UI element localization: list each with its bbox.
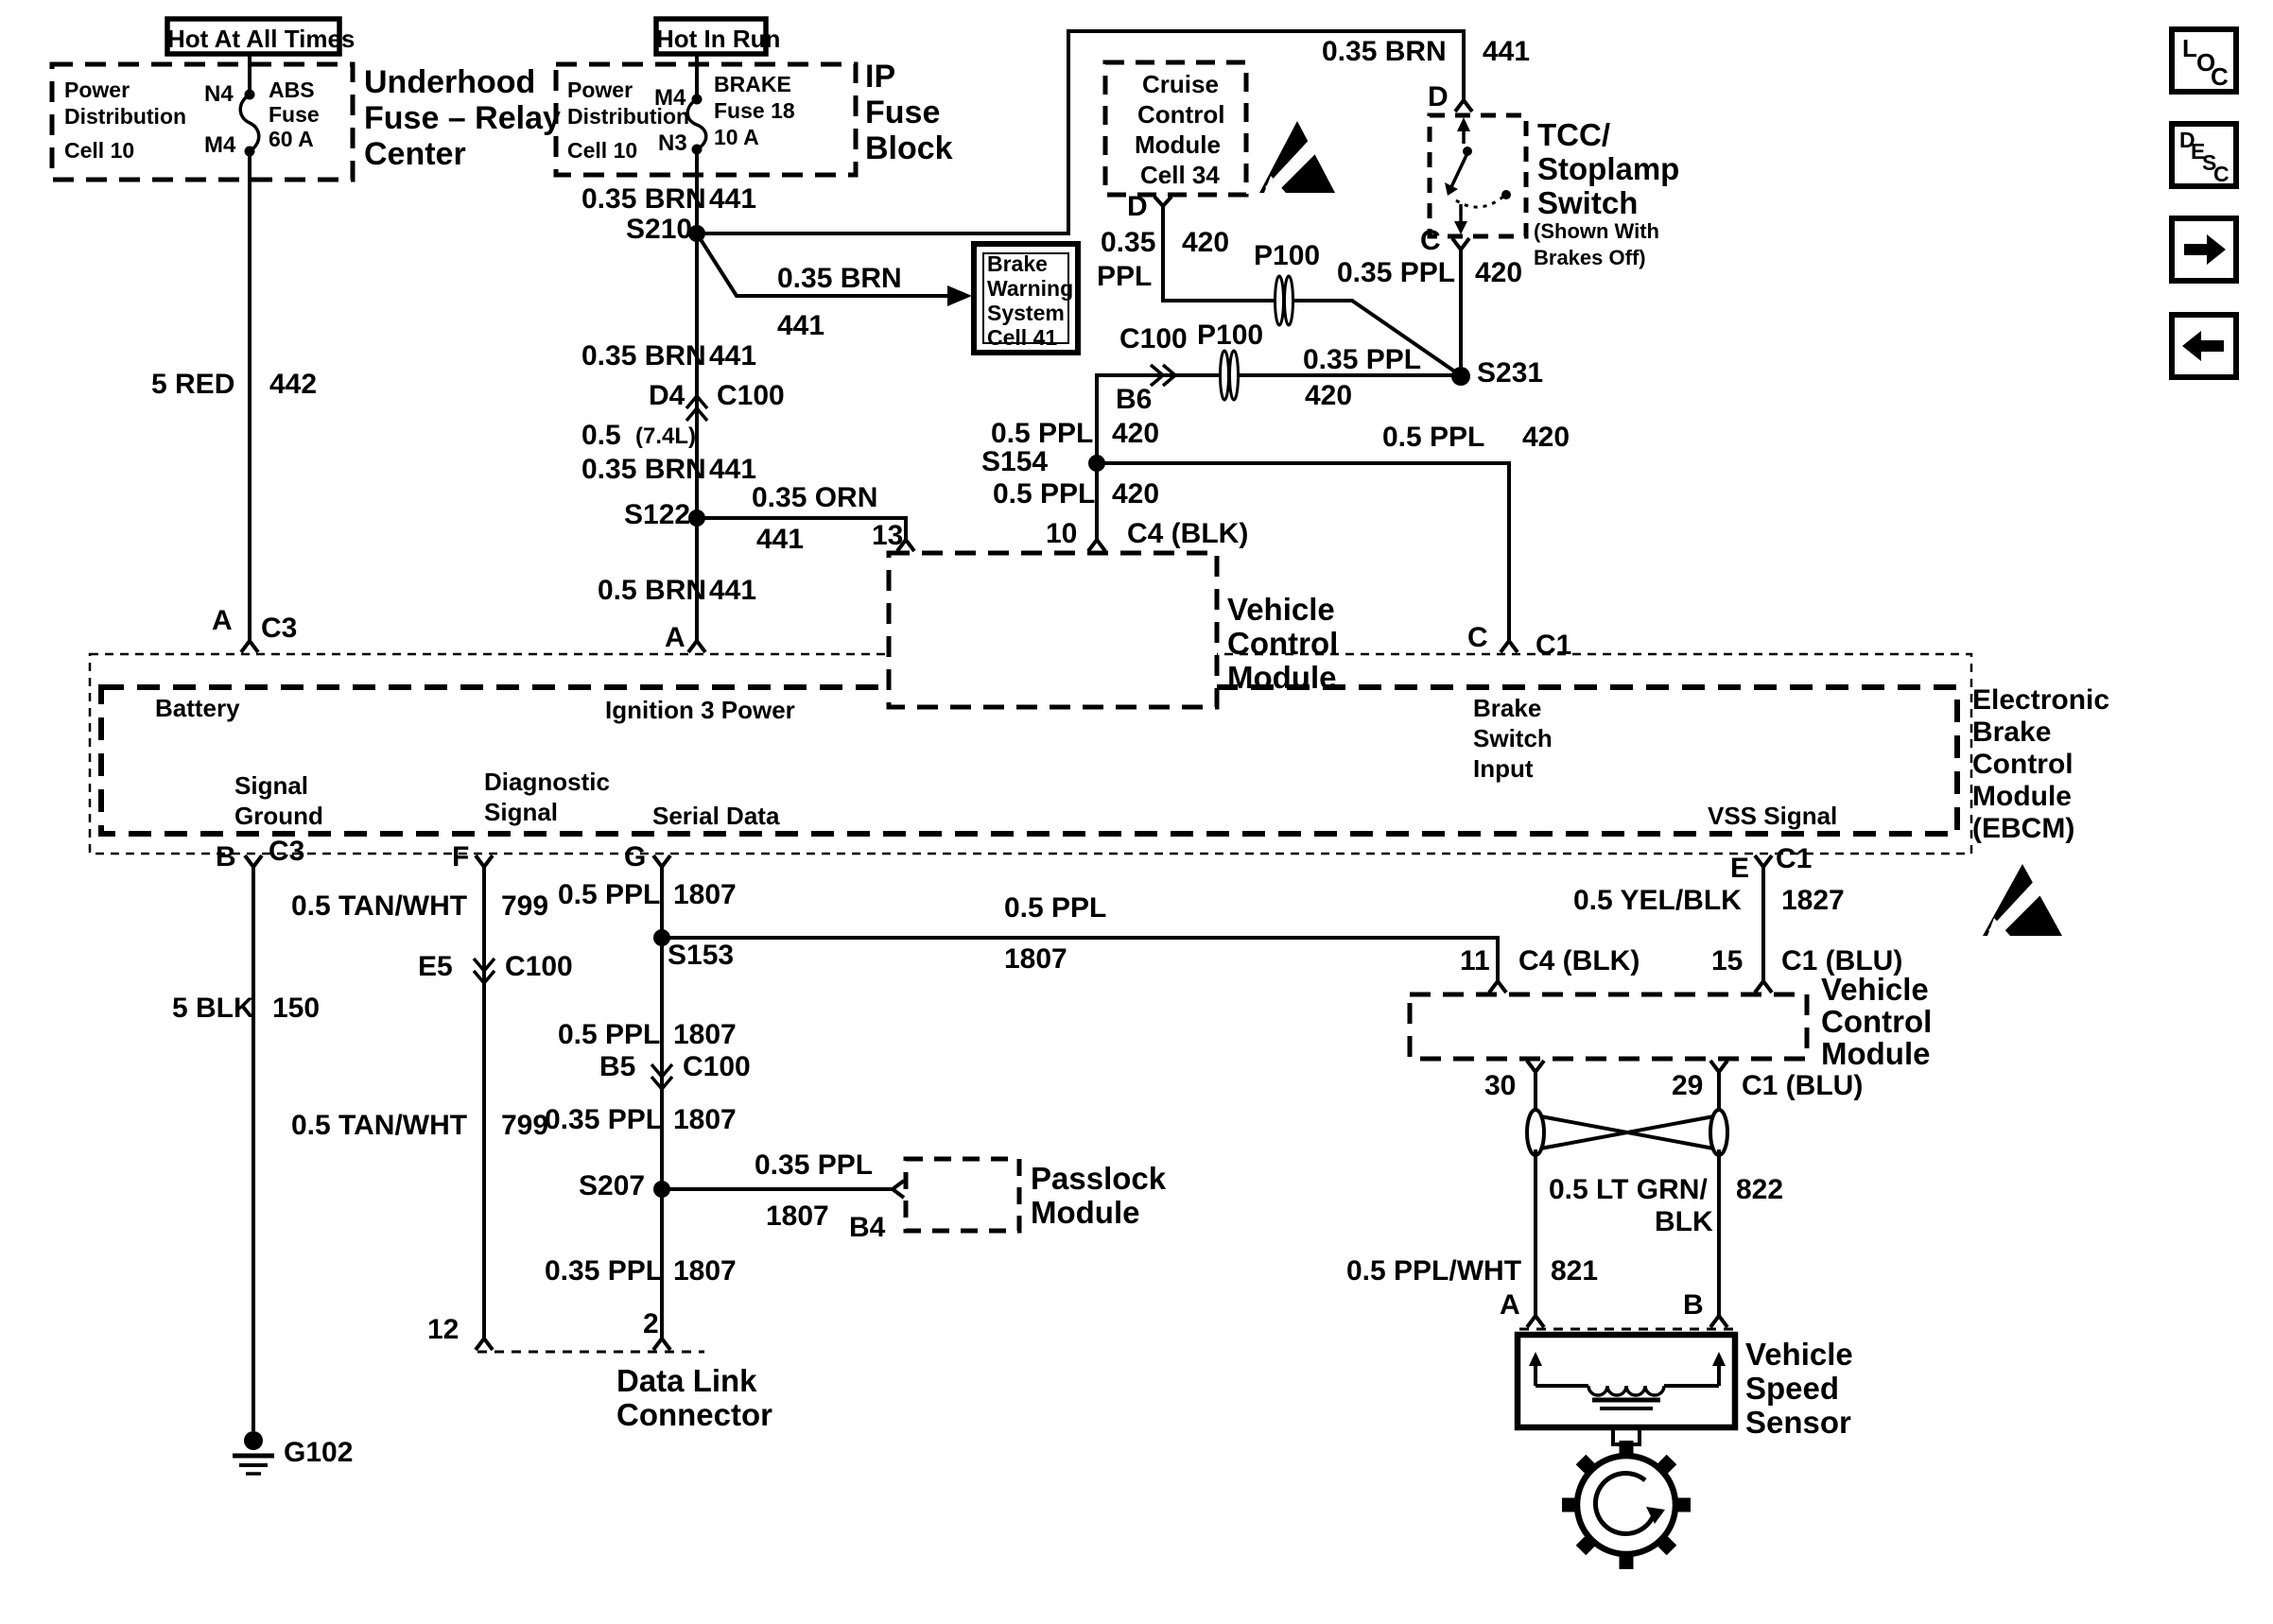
ebcm-name-line4: Module [1972, 781, 2072, 812]
wire-size-label: 0.5 YEL/BLK [1573, 885, 1742, 916]
wire-size-label: 0.35 BRN [581, 340, 706, 371]
arrow-to-brake-warning [947, 285, 972, 306]
circuit-number-label: 1807 [766, 1201, 829, 1232]
circuit-number-label: 441 [756, 524, 805, 555]
ip-source-line1: Power [567, 78, 633, 102]
splice-s154 [1088, 455, 1105, 472]
cruise-line4: Cell 34 [1140, 161, 1220, 189]
circuit-number-label: 420 [1475, 257, 1523, 288]
ebcm-pin-f: F [452, 841, 470, 872]
vss-pin-a: A [1500, 1289, 1520, 1321]
ip-name-line1: IP [865, 59, 896, 95]
bws-line3: System [987, 301, 1065, 325]
p100-grommet-upper [1275, 276, 1293, 325]
circuit-number-label: 1807 [673, 1104, 737, 1135]
circuit-number-label: 822 [1736, 1174, 1784, 1205]
wire-size-label: 0.5 PPL [558, 1019, 661, 1050]
connector-pin-b5: B5 [599, 1051, 636, 1082]
circuit-number-label: 1827 [1781, 885, 1845, 916]
circuit-number-label: 420 [1112, 478, 1160, 510]
wire-size-label: 0.5 TAN/WHT [291, 890, 468, 922]
abs-fuse-line2: Fuse [269, 102, 320, 127]
vcm-upper-name3: Module [1227, 660, 1337, 695]
hot-at-all-times-label: Hot At All Times [167, 25, 356, 53]
ebcm-sg-line2: Ground [234, 802, 323, 830]
brake-fuse-element [687, 99, 706, 149]
underhood-source-line2: Distribution [64, 104, 187, 129]
wire-size-label: 0.35 PPL [545, 1104, 664, 1135]
vcm-lower-name2: Control [1821, 1004, 1933, 1039]
underhood-source-line1: Power [64, 78, 130, 102]
vcm-upper-name2: Control [1227, 626, 1339, 661]
passlock-box [906, 1159, 1019, 1231]
bws-line2: Warning [987, 276, 1074, 301]
loc-letter: C [2211, 62, 2229, 91]
wire-size-label: 0.5 PPL [558, 879, 661, 910]
ebcm-pin-e: E [1730, 853, 1750, 884]
ebcm-conn-c3-b: C3 [269, 836, 305, 867]
underhood-name-line2: Fuse – Relay [364, 100, 561, 136]
tcc-note-line2: Brakes Off) [1534, 246, 1646, 269]
underhood-source-line3: Cell 10 [64, 138, 135, 163]
connector-c100: C100 [1119, 323, 1188, 354]
vcm-connector-c4-lower: C4 (BLK) [1518, 945, 1640, 976]
circuit-number-label: 420 [1522, 422, 1570, 453]
splice-s122 [688, 510, 705, 527]
splice-label-s153: S153 [668, 940, 735, 971]
pin-n4: N4 [204, 81, 234, 107]
tcc-stoplamp-switch-box [1430, 115, 1526, 236]
bws-line4: Cell 41 [987, 325, 1058, 350]
hot-in-run-label: Hot In Run [656, 25, 781, 53]
vcm-connector-c4: C4 (BLK) [1127, 518, 1249, 549]
ebcm-ignition-label: Ignition 3 Power [605, 696, 795, 724]
splice-s207 [653, 1181, 670, 1198]
ebcm-bsw-line2: Switch [1473, 724, 1553, 752]
vcm-lower-box [1410, 994, 1807, 1059]
ebcm-sg-line1: Signal [234, 771, 309, 800]
cruise-line2: Control [1137, 100, 1225, 129]
loc-button[interactable] [2169, 26, 2239, 95]
vcm-pin-11: 11 [1460, 945, 1490, 976]
reluctor-gear-icon [1577, 1456, 1675, 1554]
vss-pin-b: B [1683, 1289, 1704, 1321]
cruise-line1: Cruise [1142, 70, 1219, 98]
ebcm-conn-c3: C3 [261, 613, 298, 644]
ebcm-name-line5: (EBCM) [1972, 813, 2075, 844]
ebcm-battery-label: Battery [155, 694, 240, 722]
wire-size-label: 0.5 LT GRN/ [1549, 1174, 1708, 1205]
ip-name-line2: Fuse [865, 95, 941, 130]
abs-fuse-line1: ABS [269, 78, 315, 102]
ebcm-diag-line2: Signal [484, 798, 559, 826]
wire-size-label: 0.35 BRN [777, 263, 902, 294]
vcm-lower-name1: Vehicle [1821, 972, 1929, 1007]
cruise-pin-d: D [1127, 191, 1148, 222]
circuit-number-label: 420 [1305, 380, 1353, 411]
wire-size-label2: BLK [1655, 1206, 1713, 1237]
vss-name3: Sensor [1745, 1405, 1851, 1440]
esd-warning-icon-cruise [1259, 121, 1335, 193]
brake-fuse-line1: BRAKE [714, 72, 791, 96]
vss-name2: Speed [1745, 1371, 1840, 1406]
ebcm-pin-a-ign: A [665, 622, 685, 653]
circuit-number-label: 441 [709, 454, 757, 485]
passlock-name1: Passlock [1031, 1161, 1167, 1196]
ebcm-vss-label: VSS Signal [1708, 802, 1838, 830]
wire-size-label: 0.35 BRN [581, 183, 706, 215]
circuit-number-label: 1807 [673, 1019, 737, 1050]
wire-size-label: 0.35 BRN [1322, 36, 1447, 67]
pin-m4: M4 [204, 132, 236, 158]
loc-letter: O [2196, 48, 2216, 77]
ebcm-bsw-line1: Brake [1473, 694, 1542, 722]
ip-name-line3: Block [865, 130, 953, 166]
vcm-pin-10: 10 [1046, 518, 1078, 549]
circuit-number-label: 441 [709, 340, 757, 371]
vss-arrow-right [1712, 1352, 1726, 1366]
wire-size-label: 0.5 PPL [1004, 892, 1107, 924]
loc-letter: L [2182, 34, 2197, 62]
tcc-name-line1: TCC/ [1537, 117, 1610, 152]
connector-c100: C100 [505, 951, 573, 982]
vss-arrow-left [1529, 1352, 1542, 1366]
dlc-name2: Connector [616, 1397, 772, 1432]
connector-pin-e5: E5 [418, 951, 453, 982]
wire-size-label: 0.5 [581, 420, 621, 451]
connector-pin-b6: B6 [1116, 384, 1153, 415]
vcm-connector-c1: C1 (BLU) [1781, 945, 1903, 976]
tcc-name-line3: Switch [1537, 185, 1639, 220]
wire-size-label: 0.5 TAN/WHT [291, 1110, 468, 1141]
splice-label-s231: S231 [1477, 357, 1544, 389]
tcc-name-line2: Stoplamp [1537, 151, 1680, 186]
circuit-number-label: 441 [1483, 36, 1531, 67]
wire-size-label: 0.35 PPL [1303, 344, 1422, 375]
vcm-upper-name1: Vehicle [1227, 592, 1335, 627]
wire-size-label: 0.35 ORN [752, 482, 878, 513]
abs-fuse-element [240, 95, 259, 151]
desc-letter: D [2179, 128, 2195, 152]
wire-size-label: 5 BLK [172, 993, 254, 1024]
desc-letter: C [2213, 162, 2230, 186]
circuit-number-label: 799 [501, 1110, 549, 1141]
prev-page-button[interactable] [2169, 312, 2239, 380]
ebcm-conn-c1-e: C1 [1776, 843, 1813, 874]
wire-size-label: 0.5 PPL [1382, 422, 1485, 453]
wire-size-label: 0.35 BRN [581, 454, 706, 485]
desc-letter: E [2191, 139, 2206, 164]
brake-fuse-line3: 10 A [714, 125, 759, 149]
circuit-number-label: 420 [1112, 418, 1160, 449]
splice-label-s207: S207 [579, 1170, 646, 1201]
passlock-pin-b4: B4 [849, 1212, 886, 1243]
engine-note-label: (7.4L) [635, 423, 697, 449]
wire-size-label: 0.35 PPL [1337, 257, 1456, 288]
circuit-number-label: 799 [501, 890, 549, 922]
wire-size-label: 0.5 BRN [598, 575, 707, 606]
circuit-number-label: 1807 [673, 879, 737, 910]
grommet-label-p100: P100 [1254, 240, 1321, 271]
vcm-pin-29: 29 [1672, 1070, 1704, 1101]
dlc-pin-2: 2 [643, 1308, 659, 1339]
vcm-upper-box [889, 553, 1217, 707]
circuit-number-label: 420 [1182, 227, 1230, 258]
tcc-pin-c: C [1420, 225, 1441, 256]
tcc-down-arrow [1454, 221, 1467, 234]
vcm-connector-c1-29: C1 (BLU) [1742, 1070, 1864, 1101]
desc-letter: S [2202, 150, 2217, 175]
ebcm-name-line2: Brake [1972, 717, 2052, 748]
vcm-pin-15: 15 [1711, 945, 1744, 976]
wire-size-label: PPL [1097, 261, 1153, 292]
bws-line1: Brake [987, 251, 1048, 276]
vcm-lower-name3: Module [1821, 1036, 1931, 1071]
circuit-number-label: 441 [709, 575, 757, 606]
wire-size-label: 0.35 PPL [545, 1255, 664, 1287]
vss-coil [1536, 1361, 1719, 1386]
dlc-name1: Data Link [616, 1363, 757, 1398]
wire-size-label: 0.5 PPL [991, 418, 1094, 449]
wire-size-label: 0.35 [1101, 227, 1156, 258]
p100-grommet-lower [1221, 351, 1239, 400]
ebcm-pin-g: G [624, 841, 647, 872]
ip-source-line2: Distribution [567, 104, 690, 129]
ebcm-diag-line1: Diagnostic [484, 768, 610, 796]
tcc-switch-contacts [1450, 130, 1503, 227]
wire-size-label: 0.35 PPL [755, 1149, 874, 1181]
brake-fuse-line2: Fuse 18 [714, 98, 795, 123]
ebcm-name-line1: Electronic [1972, 684, 2110, 716]
ebcm-conn-c1: C1 [1536, 630, 1572, 661]
circuit-number-label: 441 [709, 183, 757, 215]
ebcm-name-line3: Control [1972, 749, 2073, 780]
vcm-pin-30: 30 [1484, 1070, 1517, 1101]
circuit-number-label: 1807 [673, 1255, 737, 1287]
left-arrow-icon [2175, 318, 2233, 374]
desc-button[interactable] [2169, 121, 2239, 189]
cruise-line3: Module [1135, 130, 1221, 159]
tcc-note-line1: (Shown With [1534, 219, 1659, 243]
passlock-name2: Module [1031, 1195, 1140, 1230]
wire-size-label: 0.5 PPL/WHT [1346, 1255, 1522, 1287]
tcc-pin-d: D [1428, 81, 1449, 112]
splice-label-s122: S122 [624, 499, 691, 530]
twisted-pair-symbol [1536, 1115, 1719, 1149]
circuit-number-label: 441 [777, 310, 825, 341]
pin-n3: N3 [658, 130, 687, 156]
splice-label-s154: S154 [981, 446, 1049, 477]
connector-pin-d4: D4 [649, 380, 685, 411]
ground-label-g102: G102 [284, 1437, 354, 1468]
right-arrow-icon [2175, 221, 2233, 278]
ebcm-pin-a: A [212, 605, 233, 636]
pin-m4-ip: M4 [654, 85, 686, 111]
circuit-number-label: 821 [1551, 1255, 1599, 1287]
vss-name1: Vehicle [1745, 1337, 1853, 1372]
dlc-pin-12: 12 [427, 1314, 460, 1345]
tcc-up-arrow [1457, 117, 1470, 131]
splice-label-s210: S210 [626, 214, 693, 245]
connector-c100: C100 [717, 380, 785, 411]
circuit-number-label: 150 [272, 993, 321, 1024]
ebcm-serial-label: Serial Data [652, 802, 780, 830]
wire-size-label: 0.5 PPL [993, 478, 1096, 510]
underhood-name-line1: Underhood [364, 64, 536, 100]
esd-warning-icon-ebcm [1983, 864, 2062, 936]
circuit-number-label: 1807 [1004, 943, 1067, 975]
vcm-pin-13: 13 [872, 520, 904, 551]
ip-source-line3: Cell 10 [567, 138, 638, 163]
grommet-label-p100: P100 [1197, 320, 1264, 351]
wire-size-label: 5 RED [151, 369, 235, 400]
abs-fuse-line3: 60 A [269, 127, 314, 151]
ebcm-bsw-line3: Input [1473, 754, 1534, 783]
next-page-button[interactable] [2169, 216, 2239, 284]
connector-c100: C100 [683, 1051, 751, 1082]
ebcm-pin-c: C [1467, 622, 1488, 653]
splice-s231 [1451, 367, 1470, 386]
ebcm-pin-b: B [216, 841, 236, 872]
circuit-number-label: 442 [269, 369, 318, 400]
underhood-name-line3: Center [364, 136, 466, 172]
vss-box [1518, 1335, 1735, 1427]
